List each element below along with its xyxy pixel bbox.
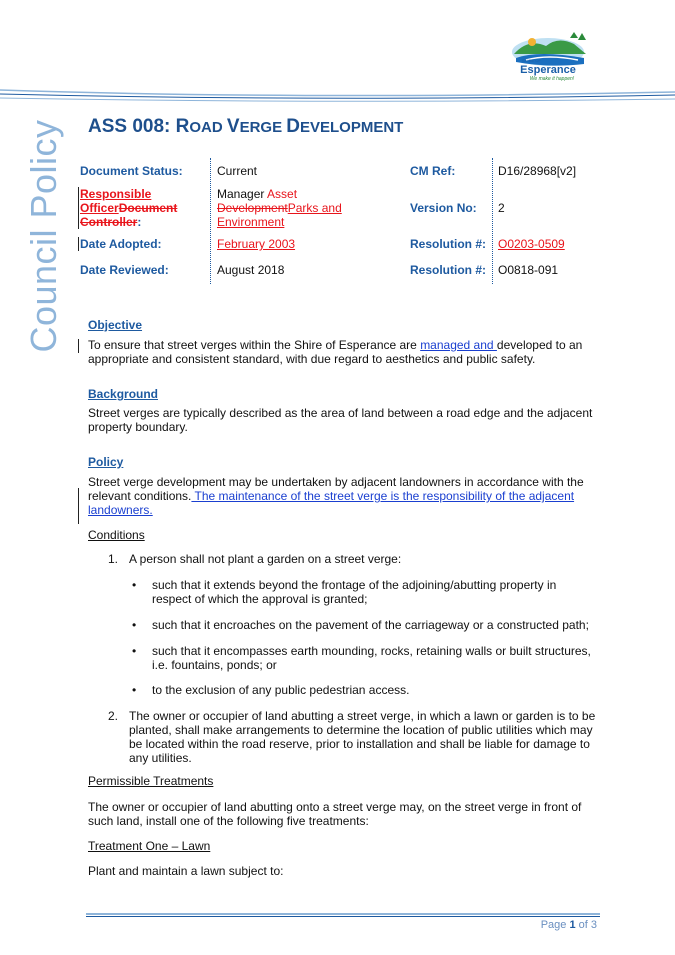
column-divider (492, 158, 493, 284)
status-label: Document Status: (80, 164, 183, 178)
reviewed-label: Date Reviewed: (80, 263, 169, 277)
header-swoosh (0, 84, 675, 110)
objective-text-a: To ensure that street verges within the Shire of Esperance are (88, 338, 421, 352)
version-label: Version No: (410, 201, 477, 215)
list-line: planted, shall make arrangements to determine the location of public utilities which may (129, 723, 593, 737)
bullet-line: respect of which the approval is granted; (152, 592, 368, 606)
esperance-logo (508, 30, 600, 82)
title-oad: OAD (189, 119, 227, 136)
res1-label: Resolution #: (410, 237, 487, 251)
bullet-line: such that it encroaches on the pavement of the carriageway or a constructed path; (152, 618, 589, 632)
page-word: Page (540, 919, 570, 931)
resp-value (217, 187, 342, 229)
page-number (541, 919, 597, 931)
resp-label-colon: : (137, 215, 142, 229)
bullet-line: i.e. fountains, ponds; or (152, 658, 277, 672)
resp-value-env: Environment (217, 215, 285, 229)
bullet-line: to the exclusion of any public pedestrian access. (152, 683, 410, 697)
side-title-text: Council Policy (23, 119, 64, 353)
policy-heading: Policy (88, 455, 124, 469)
policy-line-1: Street verge development may be undertaken by adjacent landowners in accordance with the (88, 475, 584, 489)
resp-value-asset: Asset (267, 187, 298, 201)
resp-value-parks: Parks and (287, 201, 342, 215)
list-line: any utilities. (129, 751, 192, 765)
footer-rule (86, 916, 600, 917)
policy-line-2a: relevant conditions. (88, 489, 192, 503)
resp-value-strike: Development (217, 201, 288, 215)
resp-label-3: Controller (80, 215, 138, 229)
cmref-value: D16/28968[v2] (498, 164, 577, 178)
background-heading: Background (88, 387, 159, 401)
bullet-icon: • (132, 578, 137, 592)
treatment-one-text: Plant and maintain a lawn subject to: (88, 864, 284, 878)
objective-text-inserted: managed and (420, 338, 497, 352)
logo-tagline: We make it happen! (529, 76, 575, 82)
list-number: 2. (108, 709, 119, 723)
bullet-item (152, 618, 597, 632)
res1-value: O0203-0509 (498, 237, 565, 251)
version-value: 2 (498, 201, 505, 215)
bullet-icon: • (132, 644, 137, 658)
title-erge: ERGE (239, 119, 287, 136)
title-r: R (175, 116, 190, 137)
title-code: ASS 008: (88, 116, 176, 137)
change-bar (78, 339, 79, 353)
list-number: 1. (108, 552, 119, 566)
list-line: The owner or occupier of land abutting a street verge, in which a lawn or garden is to be (129, 709, 596, 723)
logo-shire-text: SHIRE OF (522, 58, 541, 63)
adopted-value: February 2003 (217, 237, 296, 251)
bullet-line: such that it encompasses earth mounding, rocks, retaining walls or built structures, (152, 644, 591, 658)
resp-label (80, 187, 177, 229)
permissible-heading: Permissible Treatments (88, 774, 214, 788)
bullet-icon: • (132, 618, 137, 632)
background-line-1: Street verges are typically described as the area of land between a road edge and the adjacent (88, 406, 593, 420)
page-title (88, 116, 403, 138)
policy-line-3: landowners. (88, 503, 153, 517)
conditions-heading: Conditions (88, 528, 145, 542)
change-bar (78, 237, 79, 251)
objective-heading: Objective (88, 318, 143, 332)
status-value: Current (217, 164, 258, 178)
permissible-line-2: such land, install one of the following five treatments: (88, 814, 369, 828)
resp-label-strike: Document (118, 201, 178, 215)
change-bar (78, 488, 79, 524)
treatment-one-heading: Treatment One – Lawn (88, 839, 211, 853)
bullet-line: such that it extends beyond the frontage of the adjoining/abutting property in (152, 578, 557, 592)
list-text: A person shall not plant a garden on a street verge: (129, 552, 402, 566)
change-bar (78, 187, 79, 229)
column-divider (210, 158, 211, 284)
logo-name: Esperance (520, 64, 576, 76)
resp-label-2: Officer (80, 201, 119, 215)
policy-text (88, 475, 598, 517)
adopted-label: Date Adopted: (80, 237, 162, 251)
res2-value: O0818-091 (498, 263, 559, 277)
objective-text (88, 338, 598, 366)
footer-rule (86, 913, 600, 915)
side-title (22, 120, 66, 352)
objective-text-b: developed to an (496, 338, 583, 352)
permissible-line-1: The owner or occupier of land abutting onto a street verge may, on the street verge in front of (88, 800, 582, 814)
background-line-2: property boundary. (88, 420, 188, 434)
resp-value-manager: Manager (217, 187, 268, 201)
resp-label-1: Responsible (80, 187, 152, 201)
background-text (88, 406, 598, 434)
objective-text-c: appropriate and consistent standard, with due regard to aesthetics and public safety. (88, 352, 536, 366)
cmref-label: CM Ref: (410, 164, 456, 178)
policy-line-2b: The maintenance of the street verge is the responsibility of the adjacent (191, 489, 575, 503)
bullet-item (152, 644, 597, 672)
res2-label: Resolution #: (410, 263, 487, 277)
bullet-item (152, 578, 597, 606)
reviewed-value: August 2018 (217, 263, 285, 277)
bullet-icon: • (132, 683, 137, 697)
permissible-text (88, 800, 598, 828)
title-evelopment: EVELOPMENT (300, 119, 404, 136)
page-of: of (575, 919, 591, 931)
page-current: 1 (569, 919, 576, 931)
title-d: D (286, 116, 300, 137)
title-v: V (226, 116, 240, 137)
bullet-item (152, 683, 597, 697)
page-total: 3 (590, 919, 597, 931)
list-line: be located within the road reserve, prior to installation and shall be liable for damage to (129, 737, 590, 751)
list-text (129, 709, 599, 765)
